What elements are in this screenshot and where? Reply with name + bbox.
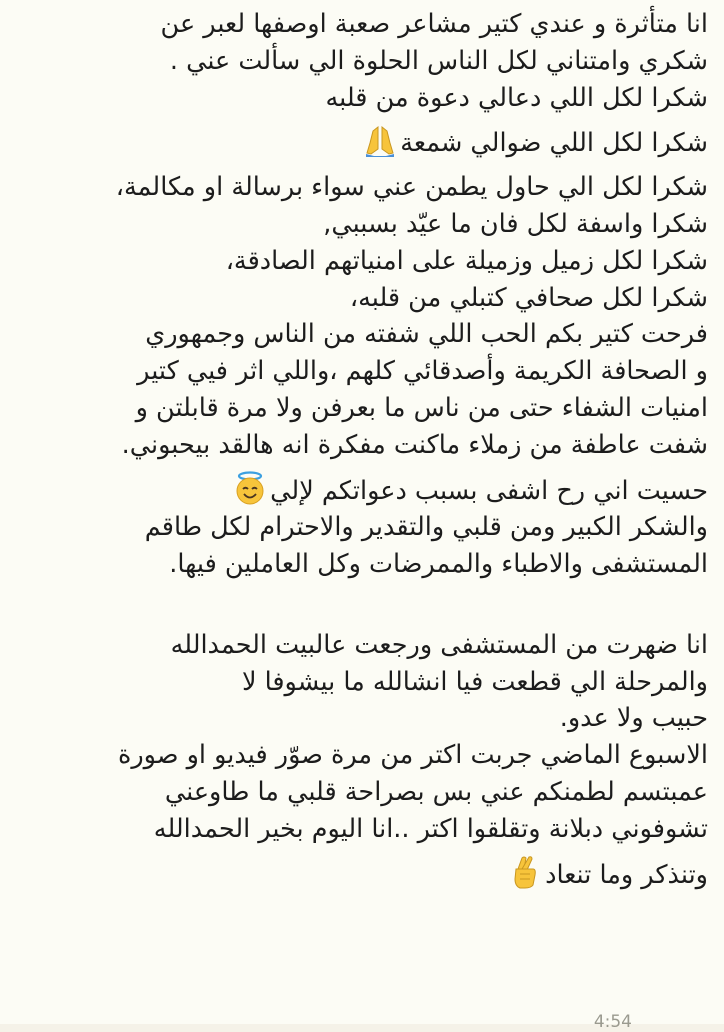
message-line: شكرا لكل صحافي كتبلي من قلبه، <box>349 282 708 313</box>
blank-line <box>30 583 708 620</box>
message-line: فرحت كتير بكم الحب اللي شفته من الناس وجمهوري <box>145 319 708 350</box>
message-line: تشوفوني دبلانة وتقلقوا اكتر ..انا اليوم بخير الحمدالله <box>153 813 708 844</box>
message-line: شكرا واسفة لكل فان ما عيّد بسببي, <box>323 208 708 239</box>
message-line: امنيات الشفاء حتى من ناس ما بعرفن ولا مرة قابلتن و <box>135 392 708 423</box>
message-line-text: وتنذكر وما تنعاد <box>545 859 708 890</box>
message-line: الاسبوع الماضي جربت اكتر من مرة صوّر فيديو او صورة <box>118 740 708 771</box>
message-line: والمرحلة الي قطعت فيا انشالله ما بيشوفا لا <box>241 666 708 697</box>
message-line: شكري وامتناني لكل الناس الحلوة الي سألت عني . <box>169 45 708 76</box>
message-line: والشكر الكبير ومن قلبي والتقدير والاحترام لكل طاقم <box>144 512 708 543</box>
message-line: شكرا لكل اللي دعالي دعوة من قلبه <box>325 82 708 113</box>
message-line: انا متأثرة و عندي كتير مشاعر صعبة اوصفها لعبر عن <box>160 9 708 39</box>
message-line-text: حسيت اني رح اشفى بسبب دعواتكم لإلي <box>270 475 708 506</box>
message-line: و الصحافة الكريمة وأصدقائي كلهم ،واللي اثر فيي كتير <box>137 356 708 387</box>
message-line: عمبتسم لطمنكم عني بس بصراحة قلبي ما طاوعني <box>164 776 708 807</box>
message-line: انا ضهرت من المستشفى ورجعت عالبيت الحمدالله <box>170 629 708 660</box>
message-line: شفت عاطفة من زملاء ماكنت مفكرة انه هالقد بيحبوني. <box>121 429 708 460</box>
message-line: شكرا لكل الي حاول يطمن عني سواء برسالة او مكالمة، <box>115 172 708 203</box>
message-line-text: شكرا لكل اللي ضوالي شمعة <box>400 128 708 159</box>
message-line-with-emoji <box>30 471 708 510</box>
crossed-fingers-icon <box>509 855 541 889</box>
message-line-with-emoji <box>30 123 708 162</box>
smiling-face-with-halo-icon <box>234 471 266 505</box>
message-line: شكرا لكل زميل وزميلة على امنياتهم الصادقة، <box>225 245 708 276</box>
message-line: حبيب ولا عدو. <box>559 703 708 734</box>
message-line: المستشفى والاطباء والممرضات وكل العاملين فيها. <box>169 549 708 580</box>
message-line-with-emoji <box>30 855 708 894</box>
message-timestamp: 4:54 <box>593 1012 632 1032</box>
folded-hands-icon <box>364 123 396 157</box>
